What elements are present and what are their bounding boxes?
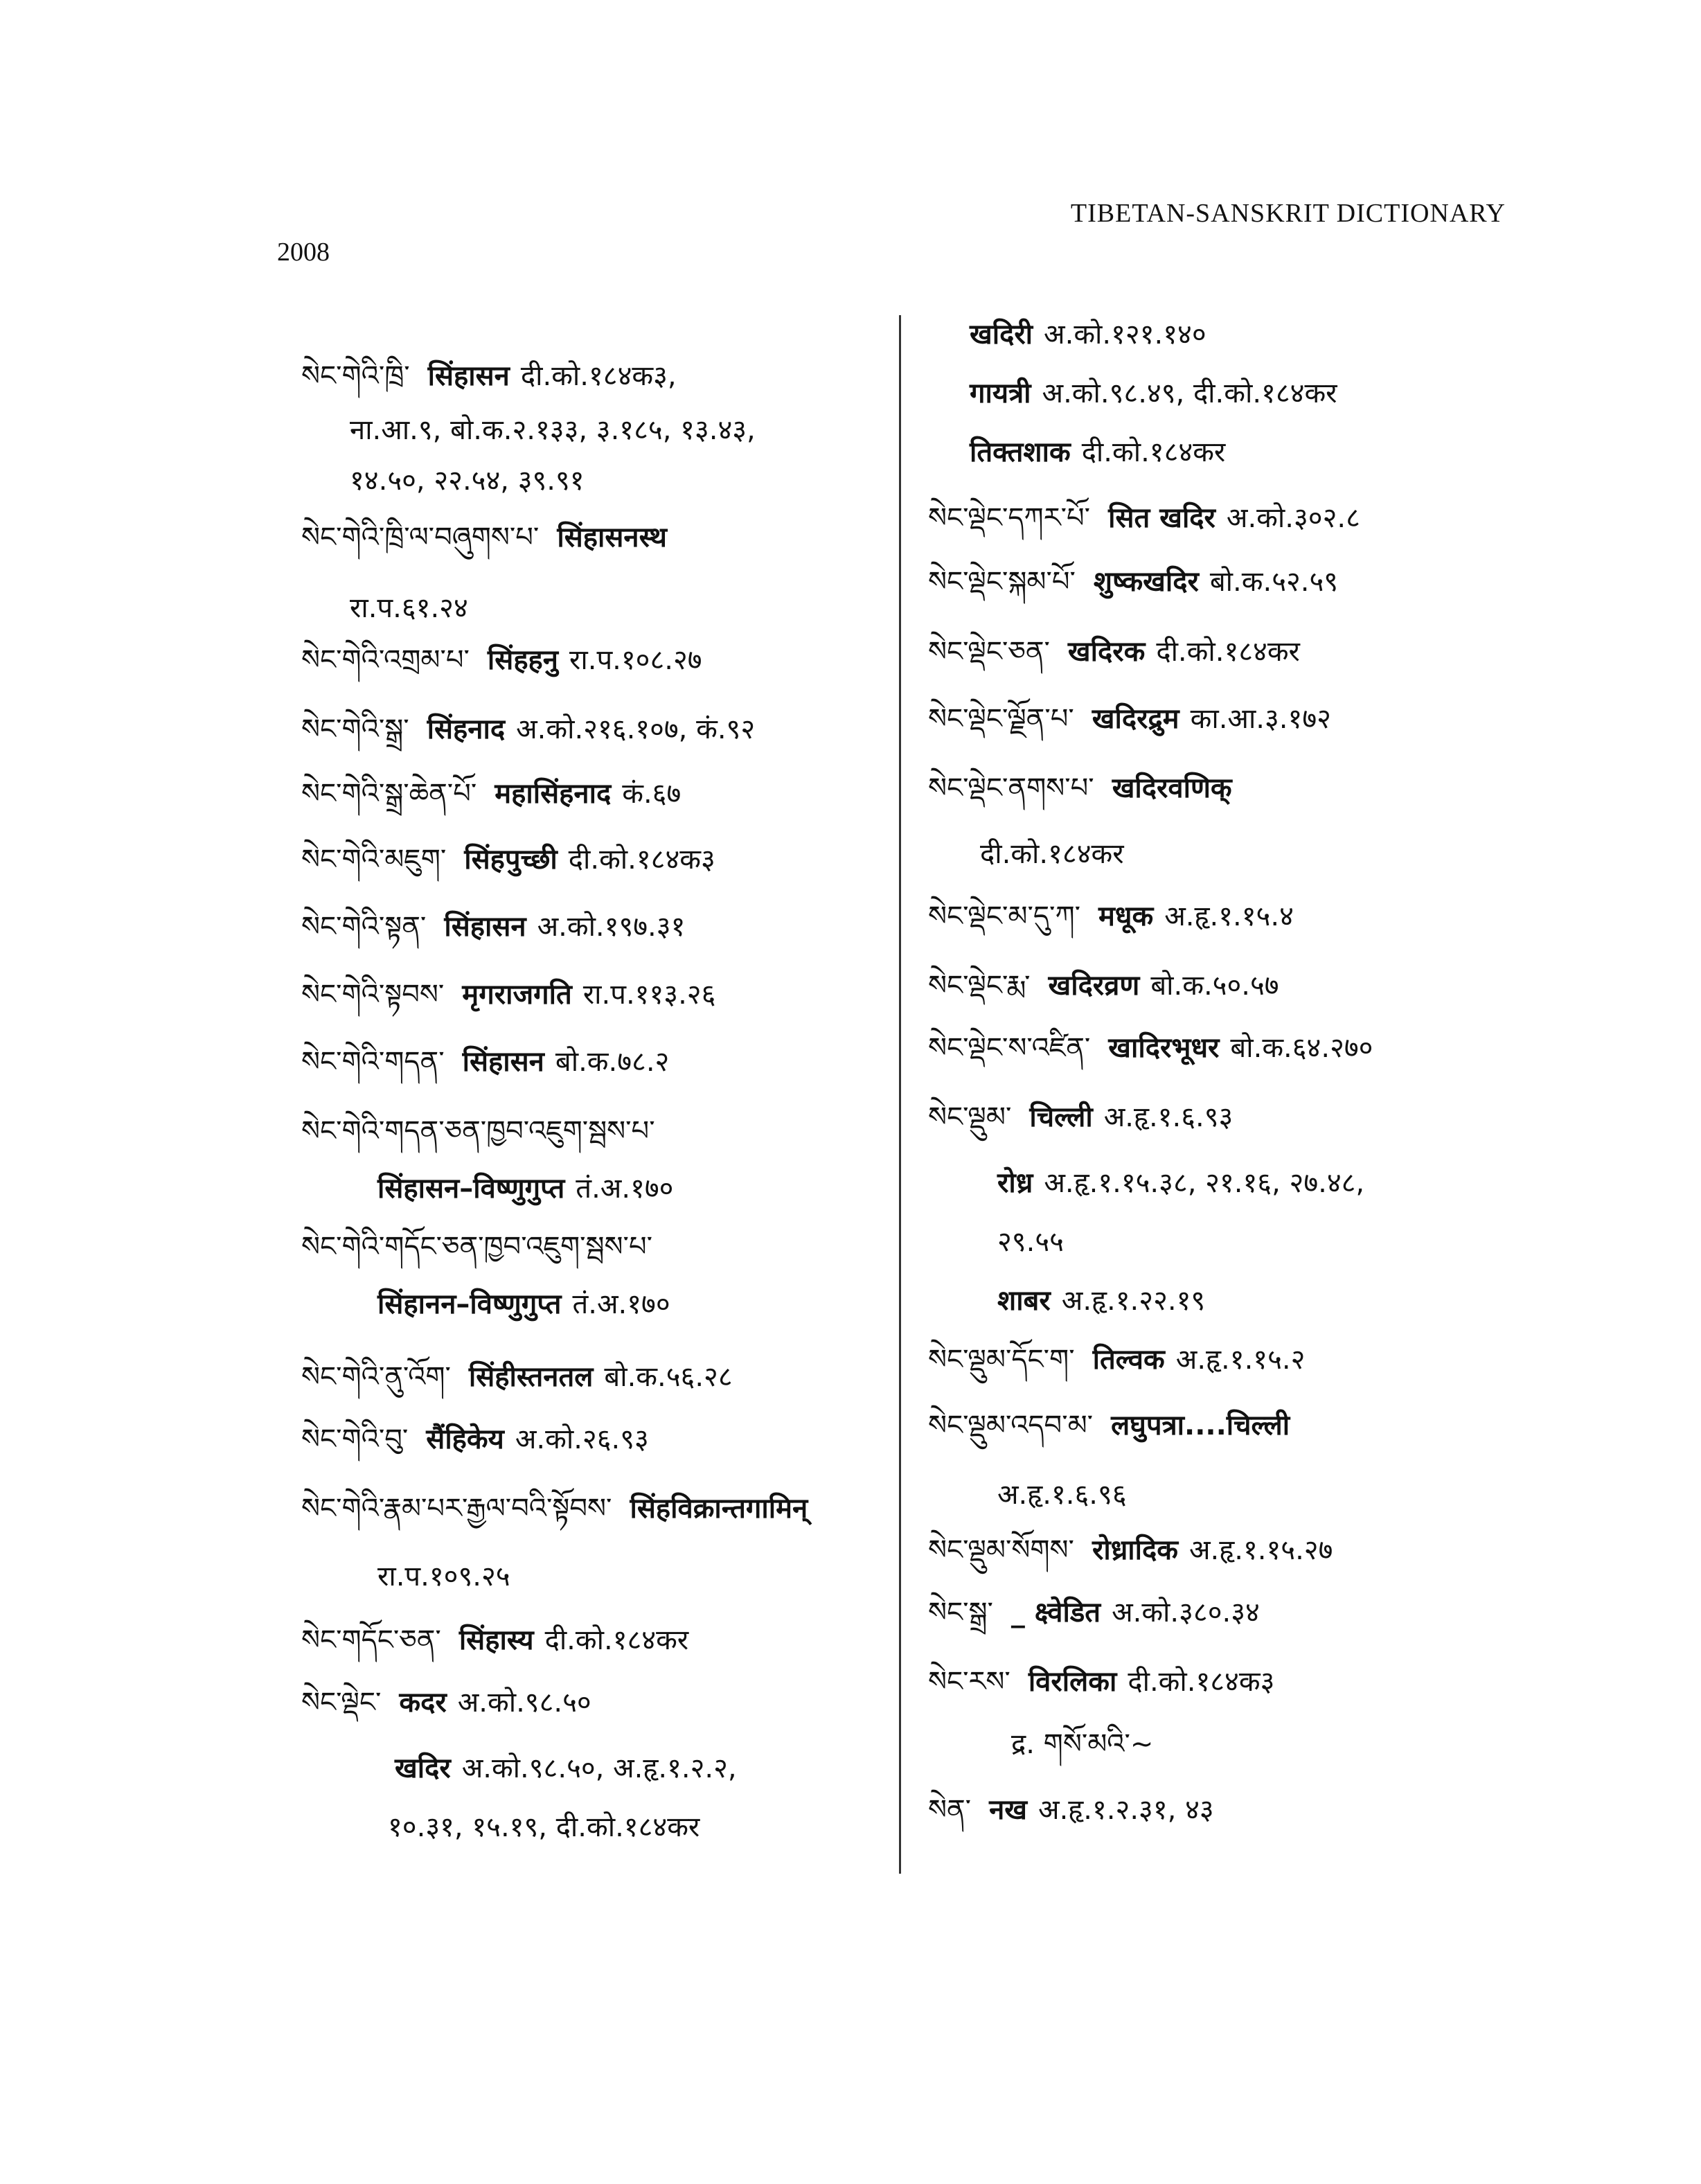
- sanskrit-equivalent: सिंहासनस्थ: [557, 522, 667, 553]
- source-reference: बो.क.५६.२८: [604, 1361, 733, 1393]
- sanskrit-equivalent: चिल्ली: [1029, 1101, 1093, 1133]
- source-reference: अ.को.३०२.८: [1226, 502, 1360, 534]
- tibetan-headword: སེང་ལྡེང་ས་འཛིན་: [928, 1032, 1091, 1064]
- sanskrit-equivalent: सैंहिकेय: [426, 1423, 504, 1455]
- left-entry-line: [377, 1169, 673, 1208]
- right-entry-line: [928, 769, 1243, 808]
- tibetan-headword: སེང་ལྡེང་ཅན་: [928, 636, 1050, 668]
- sanskrit-equivalent: सिंहासन–विष्णुगुप्त: [377, 1173, 565, 1205]
- right-entry-line: [997, 1164, 1364, 1202]
- tibetan-headword: སེང་གེའི་ཁྲི་: [301, 360, 410, 392]
- right-entry-line: [997, 1281, 1205, 1320]
- tibetan-headword: སེང་ལྡེང་ལྗོན་པ་: [928, 703, 1074, 735]
- source-reference: अ.को.१२१.१४०: [1044, 319, 1206, 350]
- source-reference: दी.को.१८४क३,: [520, 360, 677, 392]
- tibetan-headword: སེང་ལྡེང་རྨ་: [928, 970, 1031, 1002]
- running-title: TIBETAN-SANSKRIT DICTIONARY: [1070, 199, 1506, 228]
- sanskrit-equivalent: शुष्कखदिर: [1093, 566, 1199, 598]
- left-entry-line: [301, 1621, 688, 1660]
- right-entry-line: [970, 433, 1225, 472]
- source-reference: दी.को.१८४क३: [568, 844, 715, 876]
- column-divider: [899, 315, 901, 1874]
- source-reference: अ.हृ.१.२२.१९: [1061, 1285, 1206, 1317]
- right-entry-line: [928, 1662, 1274, 1701]
- sanskrit-equivalent: सिंहासन: [427, 360, 510, 392]
- tibetan-headword: སེང་གེའི་ནུ་འོག་: [301, 1361, 451, 1393]
- left-entry-line: [301, 710, 755, 749]
- source-reference: अ.हृ.१.२.३१, ४३: [1038, 1794, 1214, 1826]
- tibetan-headword: སེང་ལྡུམ་དོང་ག་: [928, 1344, 1075, 1376]
- source-reference: अ.को.२१६.१०७, कं.९२: [516, 713, 756, 745]
- sanskrit-equivalent: सिंहपुच्छी: [464, 844, 558, 876]
- right-entry-line: [970, 374, 1337, 413]
- source-reference: अ.हृ.१.१५.३८, २१.१६, २७.४८,: [1044, 1167, 1365, 1199]
- sanskrit-equivalent: सिंहास्य: [458, 1624, 534, 1656]
- left-entry-line: [301, 641, 702, 680]
- sanskrit-equivalent: खदिर: [395, 1752, 451, 1784]
- left-entry-line: [301, 357, 677, 396]
- sanskrit-equivalent: खदिरक: [1067, 636, 1146, 668]
- sanskrit-equivalent: _ क्ष्वेडित: [1010, 1597, 1101, 1628]
- reference-continuation: २९.५५: [997, 1226, 1064, 1258]
- tibetan-headword: སེང་གེའི་སྟན་: [301, 911, 427, 943]
- source-reference: बो.क.५२.५९: [1209, 566, 1339, 598]
- sanskrit-equivalent: खदिरवणिक्: [1112, 772, 1232, 804]
- sanskrit-equivalent: खदिरी: [970, 319, 1033, 350]
- source-reference: तं.अ.१७०: [572, 1288, 670, 1320]
- tibetan-headword: སེང་རས་: [928, 1666, 1010, 1698]
- sanskrit-equivalent: महासिंहनाद: [495, 778, 612, 810]
- source-reference: दी.को.१८४कर: [1081, 436, 1226, 468]
- reference-continuation: अ.हृ.१.६.९६: [997, 1479, 1127, 1511]
- source-reference: अ.हृ.१.१५.४: [1164, 900, 1294, 932]
- source-reference: बो.क.६४.२७०: [1230, 1032, 1373, 1064]
- left-entry-line: [377, 1557, 510, 1596]
- right-entry-line: [928, 1029, 1373, 1067]
- source-reference: कं.६७: [622, 778, 682, 810]
- left-entry-line: [301, 907, 685, 946]
- right-entry-line: [970, 315, 1206, 354]
- right-entry-line: [997, 1223, 1064, 1261]
- tibetan-headword: སེང་གེའི་བུ་: [301, 1423, 409, 1455]
- reference-continuation: रा.प.१०९.२५: [377, 1561, 510, 1592]
- reference-continuation: रा.प.६१.२४: [350, 592, 468, 624]
- left-entry-line: [301, 518, 678, 557]
- tibetan-headword: སེང་གེའི་ཁྲི་ལ་བཞུགས་པ་: [301, 522, 540, 553]
- tibetan-headword: སེང་སྒྲ་: [928, 1597, 993, 1628]
- tibetan-headword: སེང་གེའི་གདན་ཅན་ཁྱབ་འཇུག་སྦས་པ་: [301, 1115, 655, 1147]
- source-reference: दी.को.१८४कर: [544, 1624, 689, 1656]
- left-entry-line: [301, 774, 681, 813]
- page-number: 2008: [277, 238, 330, 267]
- sanskrit-equivalent: सिंहासन: [444, 911, 526, 943]
- left-entry-line: [301, 1683, 591, 1722]
- sanskrit-equivalent: सिंहीस्तनतल: [468, 1361, 594, 1393]
- sanskrit-equivalent: तिल्वक: [1092, 1344, 1165, 1376]
- tibetan-headword: སེང་ལྡེང་ནགས་པ་: [928, 772, 1094, 804]
- left-entry-line: [350, 461, 585, 500]
- reference-continuation: दी.को.१८४कर: [980, 838, 1124, 870]
- right-entry-line: [928, 1340, 1305, 1379]
- sanskrit-equivalent: मृगराजगति: [462, 979, 572, 1011]
- sanskrit-equivalent: लघुपत्रा....चिल्ली: [1111, 1410, 1290, 1441]
- source-reference: अ.को.२६.९३: [515, 1423, 649, 1455]
- right-entry-line: [928, 632, 1300, 671]
- sanskrit-equivalent: खदिरद्रुम: [1092, 703, 1179, 735]
- left-entry-line: [377, 1285, 670, 1324]
- sanskrit-equivalent: तिक्तशाक: [970, 436, 1071, 468]
- sanskrit-equivalent: गायत्री: [970, 378, 1031, 409]
- source-reference: अ.हृ.१.६.९३: [1103, 1101, 1234, 1133]
- left-entry-line: [301, 1420, 649, 1459]
- right-entry-line: [980, 835, 1124, 873]
- tibetan-headword: སེང་ལྡེང་: [301, 1687, 382, 1719]
- source-reference: बो.क.७८.२: [555, 1046, 670, 1078]
- right-entry-line: [928, 1791, 1214, 1829]
- sanskrit-equivalent: सिंहविक्रान्तगामिन्: [630, 1493, 808, 1525]
- left-entry-line: [301, 975, 715, 1014]
- tibetan-headword: སེང་གདོང་ཅན་: [301, 1624, 441, 1656]
- tibetan-headword: སེང་གེའི་གདོང་ཅན་ཁྱབ་འཇུག་སྦས་པ་: [301, 1231, 652, 1263]
- reference-continuation: ना.आ.९, बो.क.२.१३३, ३.१८५, १३.४३,: [350, 414, 756, 446]
- tibetan-headword: སེང་ལྡུམ་: [928, 1101, 1012, 1133]
- sanskrit-equivalent: सित खदिर: [1108, 502, 1215, 534]
- tibetan-headword: སེང་གེའི་སྟབས་: [301, 979, 445, 1011]
- right-entry-line: [928, 700, 1331, 738]
- tibetan-headword: སེང་ལྡུམ་སོགས་: [928, 1534, 1074, 1566]
- sanskrit-equivalent: सिंहनाद: [427, 713, 506, 745]
- source-reference: अ.हृ.१.१५.२७: [1188, 1534, 1333, 1566]
- sanskrit-equivalent: रोध्रादिक: [1092, 1534, 1178, 1566]
- left-entry-line: [350, 411, 756, 450]
- left-entry-line: [301, 1227, 670, 1266]
- source-reference: अ.को.३८०.३४: [1112, 1597, 1260, 1628]
- source-reference: दी.को.१८४कर: [1156, 636, 1300, 668]
- sanskrit-equivalent: सिंहासन: [462, 1046, 544, 1078]
- source-reference: अ.को.१९७.३१: [537, 911, 686, 943]
- tibetan-headword: སེན་: [928, 1794, 972, 1826]
- reference-continuation: १४.५०, २२.५४, ३९.९१: [350, 465, 585, 497]
- right-entry-line: [928, 1531, 1333, 1570]
- source-reference: तं.अ.१७०: [576, 1173, 674, 1205]
- sanskrit-equivalent: शाबर: [997, 1285, 1051, 1317]
- right-entry-line: [928, 897, 1294, 936]
- right-entry-line: [928, 1406, 1301, 1445]
- sanskrit-equivalent: कदर: [399, 1687, 447, 1719]
- source-reference: अ.हृ.१.१५.२: [1175, 1344, 1306, 1376]
- sanskrit-equivalent: रोध्र: [997, 1167, 1033, 1199]
- sanskrit-equivalent: मधूक: [1098, 900, 1154, 932]
- source-reference: बो.क.५०.५७: [1150, 970, 1279, 1002]
- right-entry-line: [928, 1593, 1260, 1632]
- source-reference: रा.प.१०८.२७: [569, 644, 702, 676]
- left-entry-line: [388, 1808, 700, 1847]
- source-reference: का.आ.३.१७२: [1190, 703, 1331, 735]
- left-entry-line: [301, 1489, 819, 1528]
- tibetan-headword: སེང་གེའི་འགྲམ་པ་: [301, 644, 470, 676]
- right-entry-line: [928, 562, 1338, 601]
- left-entry-line: [350, 589, 468, 628]
- sanskrit-equivalent: खदिरव्रण: [1048, 970, 1140, 1002]
- tibetan-headword: སེང་ལྡེང་དཀར་པོ་: [928, 502, 1091, 534]
- left-entry-line: [301, 1042, 669, 1081]
- sanskrit-equivalent: सिंहानन–विष्णुगुप्त: [377, 1288, 562, 1320]
- tibetan-headword: སེང་གེའི་སྒྲ་ཆེན་པོ་: [301, 778, 477, 810]
- right-entry-line: [928, 1098, 1233, 1137]
- reference-continuation: द्र. གསོ་མའི་~: [1011, 1728, 1154, 1760]
- left-entry-line: [301, 1358, 733, 1396]
- tibetan-headword: སེང་གེའི་གདན་: [301, 1046, 445, 1078]
- right-entry-line: [997, 1475, 1127, 1514]
- sanskrit-equivalent: विरलिका: [1028, 1666, 1117, 1698]
- source-reference: अ.को.९८.४९, दी.को.१८४कर: [1042, 378, 1337, 409]
- reference-continuation: १०.३१, १५.१९, दी.को.१८४कर: [388, 1811, 700, 1843]
- left-entry-line: [395, 1749, 737, 1788]
- tibetan-headword: སེང་ལྡེང་སྐམ་པོ་: [928, 566, 1076, 598]
- left-entry-line: [301, 840, 715, 879]
- tibetan-headword: སེང་གེའི་མཇུག་: [301, 844, 447, 876]
- right-entry-line: [1011, 1725, 1153, 1764]
- right-entry-line: [928, 499, 1360, 538]
- tibetan-headword: སེང་གེའི་སྒྲ་: [301, 713, 409, 745]
- source-reference: अ.को.९८.५०: [457, 1687, 591, 1719]
- tibetan-headword: སེང་གེའི་རྣམ་པར་རྒྱལ་བའི་སྟོབས་: [301, 1493, 612, 1525]
- left-entry-line: [301, 1112, 673, 1151]
- source-reference: रा.प.११३.२६: [582, 979, 716, 1011]
- tibetan-headword: སེང་ལྡེང་མ་དུ་ཀ་: [928, 900, 1080, 932]
- sanskrit-equivalent: खादिरभूधर: [1108, 1032, 1220, 1064]
- right-entry-line: [928, 966, 1279, 1005]
- source-reference: अ.को.९८.५०, अ.हृ.१.२.२,: [461, 1752, 737, 1784]
- sanskrit-equivalent: नख: [989, 1794, 1028, 1826]
- sanskrit-equivalent: सिंहहनु: [487, 644, 559, 676]
- source-reference: दी.को.१८४क३: [1128, 1666, 1275, 1698]
- tibetan-headword: སེང་ལྡུམ་འདབ་མ་: [928, 1410, 1094, 1441]
